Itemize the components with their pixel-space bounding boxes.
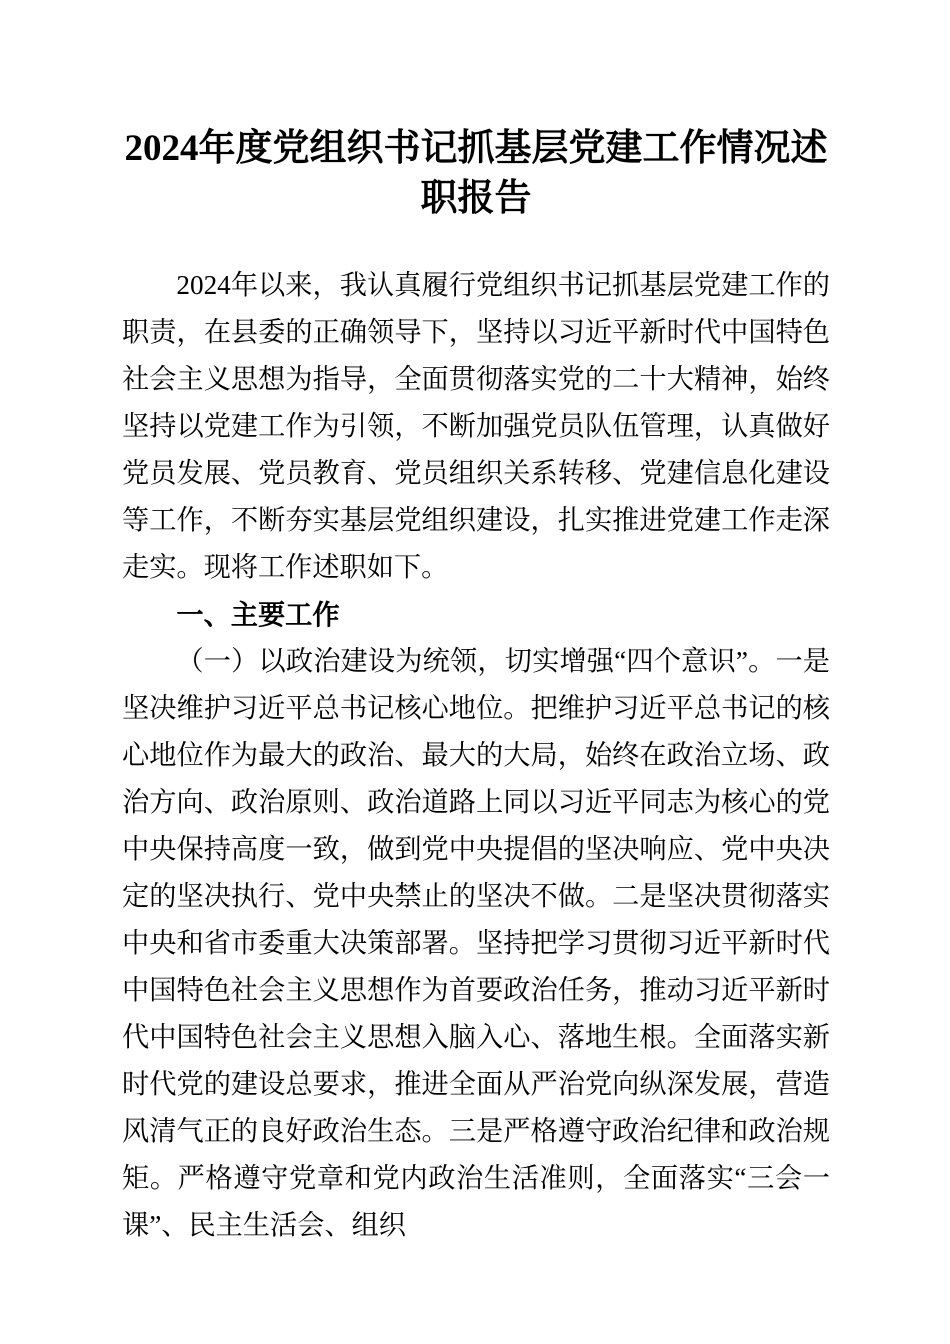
intro-paragraph: 2024年以来，我认真履行党组织书记抓基层党建工作的职责，在县委的正确领导下，坚持以习近平新时代中国特色社会主义思想为指导，全面贯彻落实党的二十大精神，始终坚持以党建工作为引领，不断加强党员队伍管理，认真做好党员发展、党员教育、党员组织关系转移、党建信息化建设等工作，不断夯实基层党组织建设，扎实推进党建工作走深走实。现将工作述职如下。	[122, 270, 830, 582]
page-title-text: 2024年度党组织书记抓基层党建工作情况述职报告	[124, 128, 828, 219]
page-title	[122, 0, 830, 224]
section-heading-one: 一、主要工作	[176, 599, 340, 630]
subsection-one-paragraph: （一）以政治建设为统领，切实增强“四个意识”。一是坚决维护习近平总书记核心地位。把维护习近平总书记的核心地位作为最大的政治、最大的大局，始终在政治立场、政治方向、政治原则、政治道路上同以习近平同志为核心的党中央保持高度一致，做到党中央提倡的坚决响应、党中央决定的坚决执行、党中央禁止的坚决不做。二是坚决贯彻落实中央和省市委重大决策部署。坚持把学习贯彻习近平新时代中国特色社会主义思想作为首要政治任务，推动习近平新时代中国特色社会主义思想入脑入心、落地生根。全面落实新时代党的建设总要求，推进全面从严治党向纵深发展，营造风清气正的良好政治生态。三是严格遵守政治纪律和政治规矩。严格遵守党章和党内政治生活准则，全面落实“三会一课”、民主生活会、组织	[122, 646, 830, 1240]
document-body	[122, 262, 830, 1249]
page-content-column	[122, 0, 830, 1249]
